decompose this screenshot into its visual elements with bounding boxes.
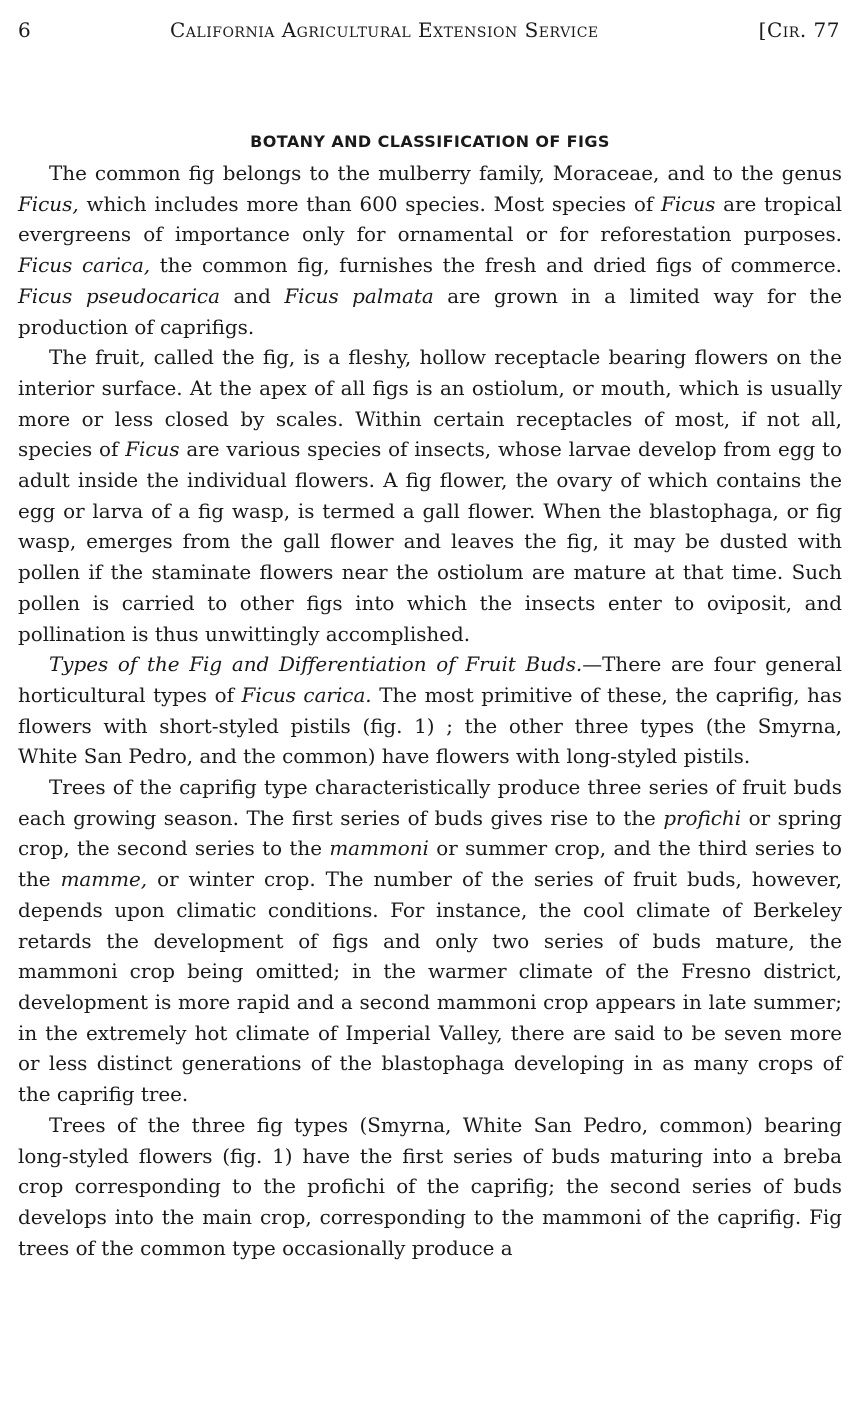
text-run: The most primitive of these, the caprifig, has flowers with short-styled pistils (fig. 1) ; the other three types (the Smyrna, White San Pedro, and the common) have flowers with long-styled pistils. xyxy=(18,683,842,769)
text-run: Trees of the three fig types (Smyrna, White San Pedro, common) bearing long-styled flowers (fig. 1) have the first series of buds maturing into a breba crop corresponding to the profichi of the caprifig; the second series of buds develops into the main crop, corresponding to the mammoni of the caprifig. Fig trees of the common type occasionally produce a xyxy=(18,1113,842,1260)
italic-text: Ficus xyxy=(125,438,180,462)
text-run: are grown in a limited way for the production of caprifigs. xyxy=(18,284,842,339)
text-run: or summer crop, and the third series to the xyxy=(18,837,842,892)
italic-text: mamme, xyxy=(60,868,148,892)
text-run: Trees of the caprifig type characteristically produce three series of fruit buds each growing season. The first series of buds gives rise to the xyxy=(18,776,842,830)
text-run: The common fig belongs to the mulberry family, Moraceae, and to the genus xyxy=(49,162,842,185)
italic-text: profichi xyxy=(663,806,742,830)
section-heading: BOTANY AND CLASSIFICATION OF FIGS xyxy=(250,132,610,151)
italic-text: Ficus palmata xyxy=(284,284,434,308)
italic-text: Types of the Fig and Differentiation of Fruit Buds. xyxy=(49,653,583,677)
italic-text: Ficus, xyxy=(18,192,79,216)
text-run: which includes more than 600 species. Most species of xyxy=(78,192,662,216)
running-header xyxy=(18,14,842,48)
text-run: or winter crop. The number of the series of fruit buds, however, depends upon climatic conditions. For instance, the cool climate of Berkeley retards the development of figs and only two series of buds mature, the mammoni crop being omitted; in the warmer climate of the Fresno district, development is more rapid and a second mammoni crop appears in late summer; in the extremely hot climate of Imperial Valley, there are said to be seven more or less distinct generations of the blastophaga developing in as many crops of the caprifig tree. xyxy=(18,868,842,1107)
text-run: The fruit, called the fig, is a fleshy, hollow receptacle bearing flowers on the interior surface. At the apex of all figs is an ostiolum, or mouth, which is usually more or less closed by scales. Within certain receptacles of most, if not all, species of xyxy=(18,346,842,462)
text-run: are tropical evergreens of importance only for ornamental or for reforestation purposes. xyxy=(18,192,842,247)
text-run: or spring crop, the second series to the xyxy=(18,806,842,861)
paragraph xyxy=(18,1111,842,1265)
paragraph xyxy=(18,650,842,773)
page-number: 6 xyxy=(18,18,32,42)
text-run: are various species of insects, whose larvae develop from egg to adult inside the individual flowers. A fig flower, the ovary of which contains the egg or larva of a fig wasp, is termed a gall flower. When the blastophaga, or fig wasp, emerges from the gall flower and leaves the fig, it may be dusted with pollen if the staminate flowers near the ostiolum are mature at that time. Such pollen is carried to other figs into which the insects enter to oviposit, and pollination is thus unwittingly accomplished. xyxy=(18,438,842,646)
italic-text: Ficus carica. xyxy=(241,683,372,707)
paragraph xyxy=(18,159,842,343)
italic-text: Ficus carica, xyxy=(18,254,151,278)
text-run: the common fig, furnishes the fresh and dried figs of commerce. xyxy=(150,254,842,278)
circular-reference: [Cir. 77 xyxy=(758,18,840,42)
italic-text: Ficus xyxy=(661,192,716,216)
paragraph xyxy=(18,343,842,650)
text-run: and xyxy=(219,284,285,308)
italic-text: Ficus pseudocarica xyxy=(18,284,220,308)
body-text xyxy=(18,159,842,1264)
journal-title: California Agricultural Extension Service xyxy=(170,18,599,42)
text-run: —There are four general horticultural types of xyxy=(18,653,842,707)
italic-text: mammoni xyxy=(329,837,429,861)
paragraph xyxy=(18,773,842,1111)
